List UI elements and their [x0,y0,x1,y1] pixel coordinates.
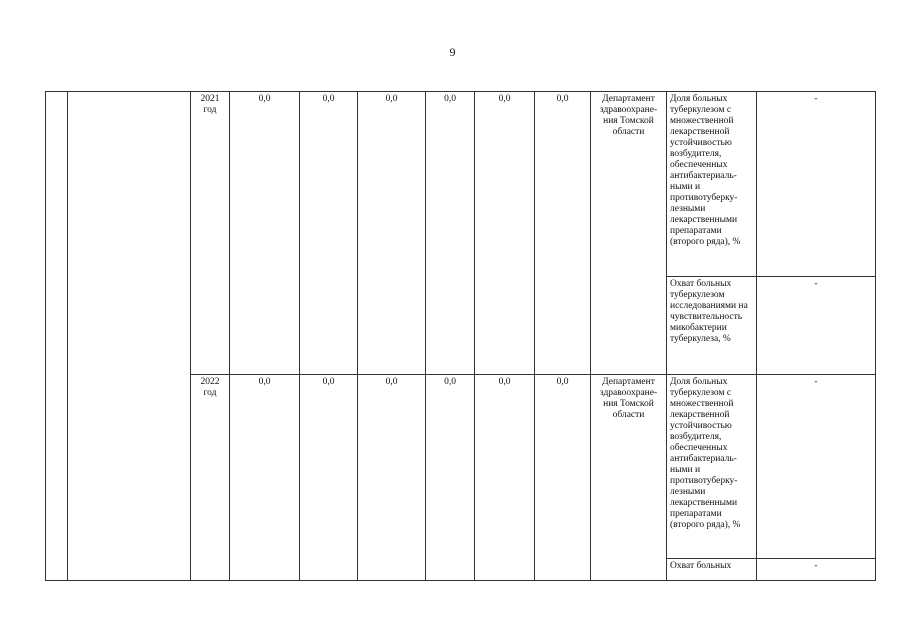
value-cell: 0,0 [426,375,475,581]
year-cell: 2021 год [191,92,230,375]
indicator-value-cell: - [757,92,876,277]
indicator-value-cell: - [757,559,876,581]
value-cell: 0,0 [230,92,300,375]
value-cell: 0,0 [230,375,300,581]
number-cell [46,92,68,581]
indicator-cell: Доля больных туберкулезом с множественной лекарственной устойчивостью возбудителя, обеспеченных антибактериаль-ными и противотуберку-лезными лекарственными препаратами (второго ряда), % [667,375,757,559]
indicator-value-cell: - [757,277,876,375]
department-cell: Департамент здравоохране-ния Томской области [591,375,667,581]
program-table [45,91,876,581]
value-cell: 0,0 [300,92,358,375]
value-cell: 0,0 [358,92,426,375]
indicator-cell: Охват больных туберкулезом исследованиями на чувствительность микобактерии туберкулеза, % [667,277,757,375]
year-cell: 2022 год [191,375,230,581]
value-cell: 0,0 [475,375,535,581]
indicator-cell: Доля больных туберкулезом с множественной лекарственной устойчивостью возбудителя, обеспеченных антибактериаль-ными и противотуберку-лезными лекарственными препаратами (второго ряда), % [667,92,757,277]
value-cell: 0,0 [535,375,591,581]
value-cell: 0,0 [535,92,591,375]
indicator-cell: Охват больных [667,559,757,581]
value-cell: 0,0 [426,92,475,375]
value-cell: 0,0 [358,375,426,581]
page-number: 9 [449,45,456,59]
value-cell: 0,0 [475,92,535,375]
indicator-value-cell: - [757,375,876,559]
value-cell: 0,0 [300,375,358,581]
measure-name-cell [68,92,191,581]
department-cell: Департамент здравоохране-ния Томской области [591,92,667,375]
table-row [46,92,876,277]
